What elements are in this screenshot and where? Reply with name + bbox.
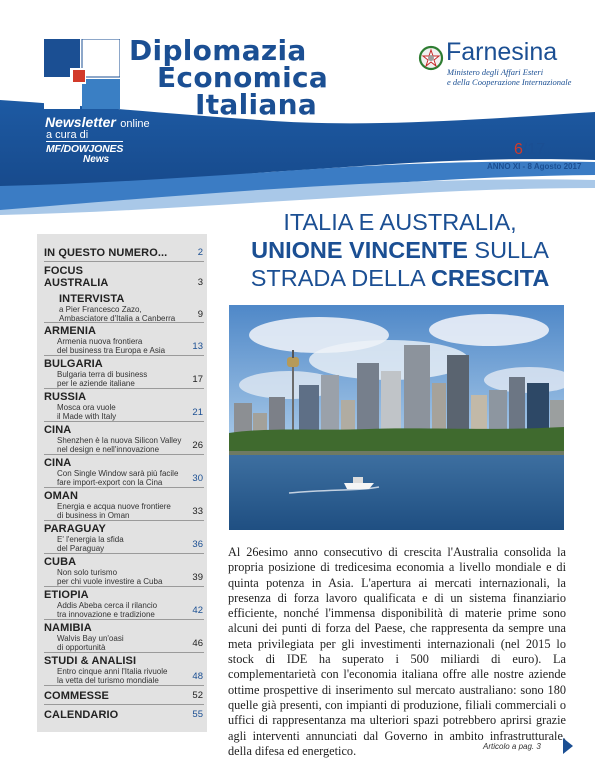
toc-item-etiopia[interactable] [44,589,203,619]
toc-sub-1: Energia e acqua nuove frontiere [57,502,171,511]
newsletter-title [129,34,329,121]
toc-sub-2: fare import-export con la Cina [57,478,163,487]
toc-sub-2: tra innovazione e tradizione [57,610,155,619]
headline-bold-1: UNIONE VINCENTE [251,237,468,263]
headline-line-3-start: STRADA DELLA [250,265,431,291]
table-of-contents [37,234,207,732]
toc-item-namibia[interactable] [44,622,203,652]
publisher-news: News [83,154,110,165]
toc-page: 26 [192,440,203,451]
toc-divider [44,685,204,686]
toc-label: OMAN [44,490,79,502]
toc-sub-2: Ambasciatore d'Italia a Canberra [59,314,176,323]
toc-sub-2: nel design e nell'innovazione [57,445,160,454]
brand-farnesina: Farnesina [446,38,558,66]
toc-label: NAMIBIA [44,622,92,634]
toc-sub-1: Armenia nuova frontiera [57,337,143,346]
newsletter-logo-icon [44,39,120,109]
toc-sub-2: la vetta del turismo mondiale [57,676,159,685]
sydney-skyline-photo [229,305,564,530]
toc-page: 21 [192,407,203,418]
toc-sub-1: Mosca ora vuole [57,403,116,412]
online-word: online [120,118,150,130]
toc-label: BULGARIA [44,358,103,370]
toc-label: FOCUS [44,265,83,277]
toc-item-commesse[interactable] [44,690,203,702]
next-page-arrow-icon[interactable] [563,738,573,754]
headline-line-2 [230,236,570,264]
toc-label: COMMESSE [44,690,109,702]
toc-divider [44,520,204,521]
a-cura-di: a cura di [46,129,89,141]
toc-item-focus-australia[interactable] [44,265,203,289]
title-line-3: Italiana [195,88,318,121]
toc-page: 48 [192,671,203,682]
toc-sub-2: per le aziende italiane [57,379,135,388]
headline-line-1: ITALIA E AUSTRALIA, [283,209,517,235]
toc-intro-label: IN QUESTO NUMERO... [44,247,168,259]
toc-sub-1: Con Single Window sarà più facile [57,469,179,478]
toc-divider [44,421,204,422]
toc-page: 42 [192,605,203,616]
toc-sub-1: Non solo turismo [57,568,118,577]
toc-sub-2: del Paraguay [57,544,105,553]
toc-sub-1: a Pier Francesco Zazo, [59,305,142,314]
toc-page: 30 [192,473,203,484]
toc-sub-1: Walvis Bay un'oasi [57,634,124,643]
toc-item-intervista[interactable] [59,293,203,323]
toc-item-bulgaria[interactable] [44,358,203,388]
toc-intro[interactable] [44,247,203,259]
toc-divider [44,388,204,389]
toc-page: 3 [197,277,203,288]
toc-divider [44,261,204,262]
toc-item-russia[interactable] [44,391,203,421]
toc-label: INTERVISTA [59,293,125,305]
toc-label: CUBA [44,556,77,568]
publisher-logo: MF/DOWJONES [46,143,124,155]
toc-label: ARMENIA [44,325,97,337]
ministry-name [447,67,571,87]
issue-date: ANNO XI - 8 Agosto 2017 [487,162,582,171]
toc-sub-2: di opportunità [57,643,106,652]
toc-page: 36 [192,539,203,550]
toc-page: 13 [192,341,203,352]
toc-sub-2: di business in Oman [57,511,130,520]
toc-divider [44,652,204,653]
toc-divider [44,355,204,356]
masthead [0,0,595,215]
toc-divider [44,586,204,587]
toc-divider [44,553,204,554]
toc-intro-page: 2 [197,247,203,258]
title-line-2: Economica [157,61,329,94]
toc-divider [44,322,204,323]
toc-label: ETIOPIA [44,589,89,601]
toc-page: 39 [192,572,203,583]
toc-sub-1: Bulgaria terra di business [57,370,148,379]
toc-page: 52 [192,690,203,701]
continue-link[interactable]: Articolo a pag. 3 [483,742,541,751]
toc-sub-2: il Made with Italy [57,412,117,421]
toc-sub-1: Addis Abeba cerca il rilancio [57,601,158,610]
article-body: Al 26esimo anno consecutivo di crescita l'Australia consolida la propria posizione di tredicesima economia a livello mondiale e di quinta potenza in Asia. L'apertura ai mercati internazionali, la presenza di forza lavoro qualificata e di un sistema finanziario efficiente, nonché l'immensa disponibilità di materie prime sono alcuni dei punti di forza del Paese, che rappresenta da sempre una meta privilegiata per gli investimenti internazionali (nel 2015 lo stock di IDE ha superato i 500 miliardi di euro). La complementarietà con l'economia italiana offre alle nostre aziende ottime prospettive di inserimento sul mercato australiano: sono 180 quelle già presenti, con impianti di produzione, filiali commerciali o uffici di rappresentanza ma ulteriori spazi potrebbero aprirsi grazie agli interventi annunciati dal Governo in ambito infrastrutturale, della difesa ed energetico. [228,545,566,758]
toc-label-2: AUSTRALIA [44,277,109,289]
issue-num: 6 [514,141,523,158]
toc-item-cina-shenzhen[interactable] [44,424,203,454]
toc-item-calendario[interactable] [44,709,203,721]
toc-item-cina-single-window[interactable] [44,457,203,487]
toc-divider [44,619,204,620]
toc-item-armenia[interactable] [44,325,203,355]
toc-page: 17 [192,374,203,385]
toc-label: PARAGUAY [44,523,106,535]
italian-republic-emblem-icon [418,43,444,73]
issue-year: /17 [522,141,546,158]
toc-page: 55 [192,709,203,720]
toc-label: CINA [44,424,72,436]
toc-sub-2: del business tra Europa e Asia [57,346,166,355]
title-line-1: Diplomazia [129,34,307,67]
toc-page: 46 [192,638,203,649]
newsletter-word: Newsletter [45,114,116,130]
toc-divider [44,454,204,455]
toc-sub-1: Entro cinque anni l'Italia rivuole [57,667,168,676]
toc-sub-1: Shenzhen è la nuova Silicon Valley [57,436,182,445]
headline-line-2-rest: SULLA [467,237,549,263]
toc-label: STUDI & ANALISI [44,655,137,667]
toc-page: 9 [197,309,203,320]
toc-item-cuba[interactable] [44,556,203,586]
toc-divider [44,487,204,488]
issue-number [514,141,545,159]
toc-divider [44,704,204,705]
toc-item-paraguay[interactable] [44,523,203,553]
toc-label: CINA [44,457,72,469]
toc-label: RUSSIA [44,391,87,403]
toc-label: CALENDARIO [44,709,119,721]
article-headline [230,208,570,292]
toc-page: 33 [192,506,203,517]
toc-item-studi-analisi[interactable] [44,655,203,685]
ministry-line-2: e della Cooperazione Internazionale [447,77,572,87]
ministry-line-1: Ministero degli Affari Esteri [447,67,544,77]
headline-line-3 [230,264,570,292]
headline-bold-2: CRESCITA [430,265,550,291]
toc-sub-2: per chi vuole investire a Cuba [57,577,163,586]
toc-sub-1: E' l'energia la sfida [57,535,124,544]
toc-item-oman[interactable] [44,490,203,520]
